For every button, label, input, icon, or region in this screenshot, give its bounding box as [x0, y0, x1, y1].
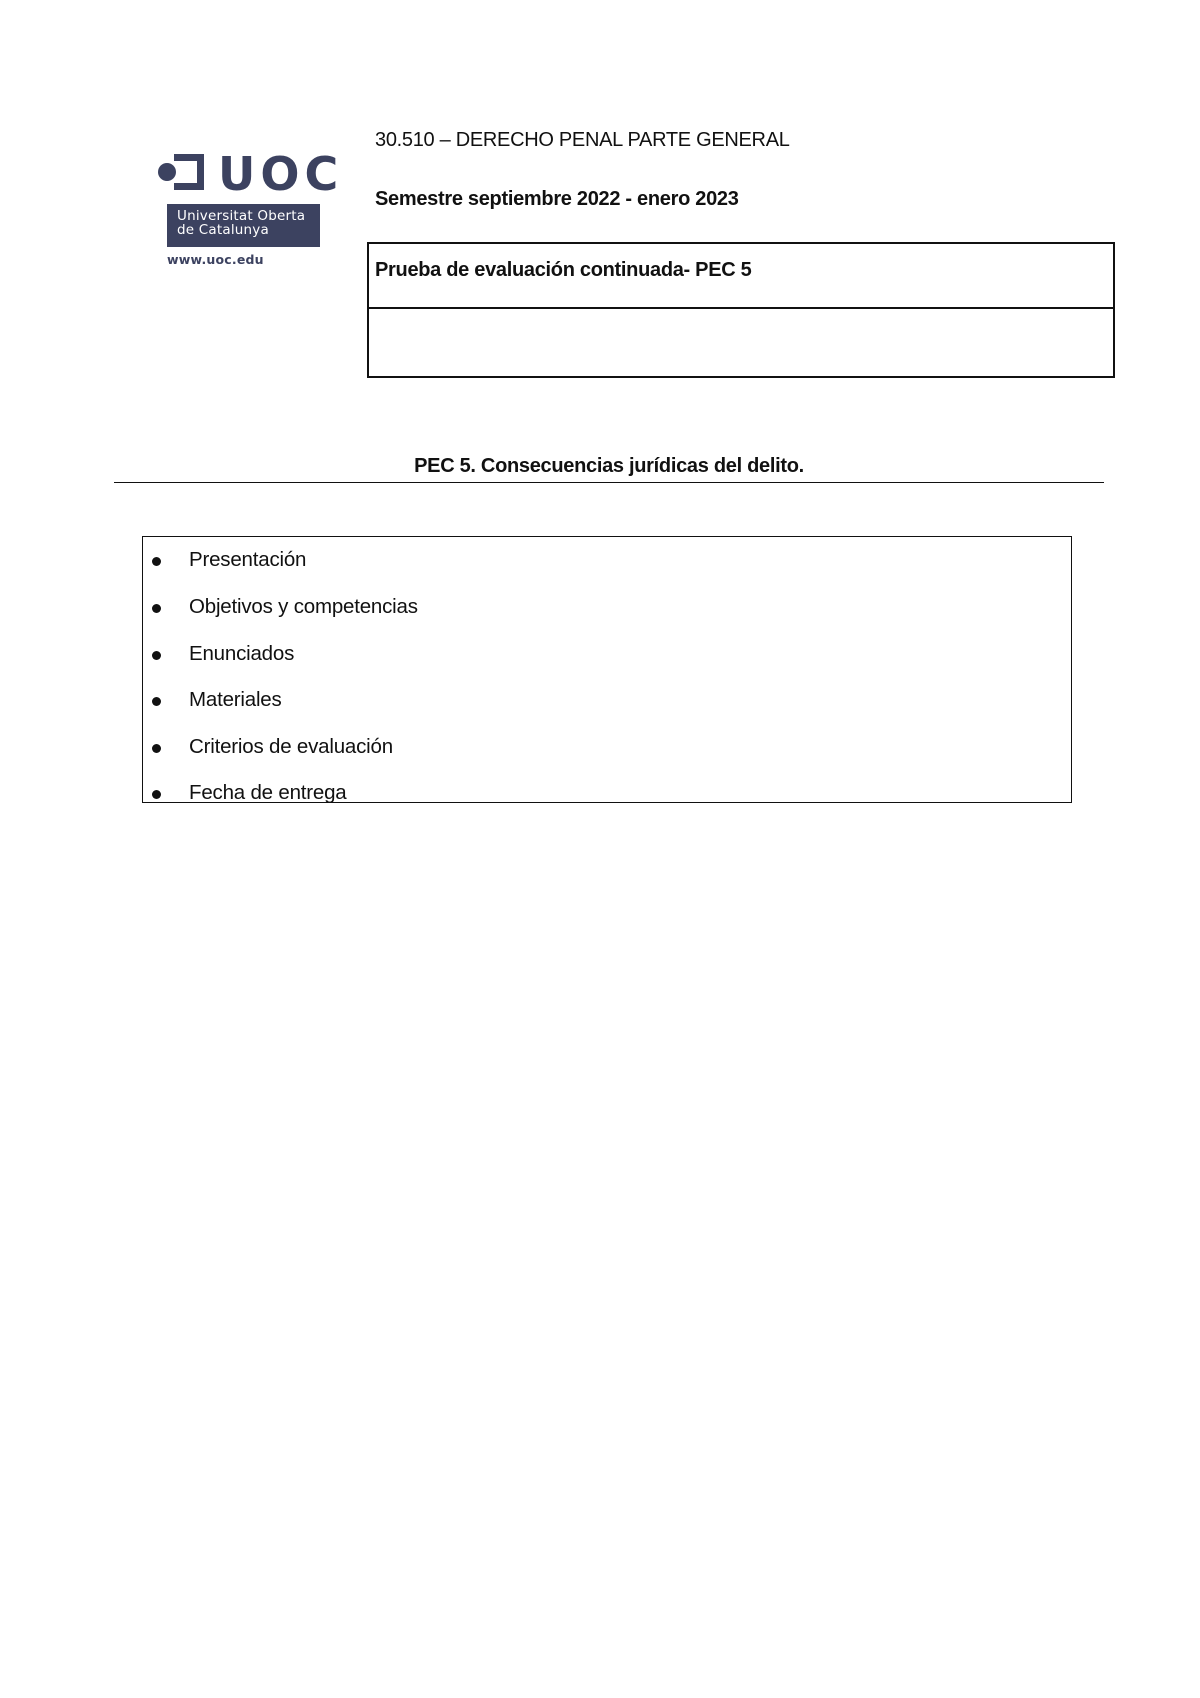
list-item-label: Enunciados [189, 642, 295, 665]
logo-name-line-2: de Catalunya [177, 222, 269, 238]
title-underline [114, 482, 1104, 483]
document-title: PEC 5. Consecuencias jurídicas del delito. [414, 455, 804, 477]
list-item [143, 594, 1071, 624]
list-item-label: Fecha de entrega [189, 781, 347, 804]
pec-table [367, 242, 1115, 378]
bullet-icon [152, 697, 161, 706]
bullet-icon [152, 557, 161, 566]
uoc-logo-mark [158, 147, 344, 201]
list-item [143, 547, 1071, 577]
list-item [143, 687, 1071, 717]
list-item-label: Presentación [189, 548, 307, 571]
list-item [143, 780, 1071, 810]
course-code: 30.510 – DERECHO PENAL PARTE GENERAL [375, 129, 790, 151]
list-item-label: Materiales [189, 688, 282, 711]
list-item-label: Objetivos y competencias [189, 595, 418, 618]
semester: Semestre septiembre 2022 - enero 2023 [375, 188, 739, 210]
list-item-label: Criterios de evaluación [189, 735, 393, 758]
bullet-icon [152, 651, 161, 660]
bullet-icon [152, 604, 161, 613]
pec-label: Prueba de evaluación continuada- PEC 5 [369, 244, 1113, 309]
list-item [143, 734, 1071, 764]
pec-blank-row [369, 309, 1113, 376]
uoc-logo [158, 147, 344, 270]
contents-box [142, 536, 1072, 803]
logo-wordmark: UOC [218, 147, 344, 201]
logo-url: www.uoc.edu [167, 252, 264, 267]
bullet-icon [152, 790, 161, 799]
logo-name-box [167, 204, 320, 247]
bullet-icon [152, 744, 161, 753]
logo-name-line-1: Universitat Oberta [177, 208, 306, 224]
list-item [143, 641, 1071, 671]
